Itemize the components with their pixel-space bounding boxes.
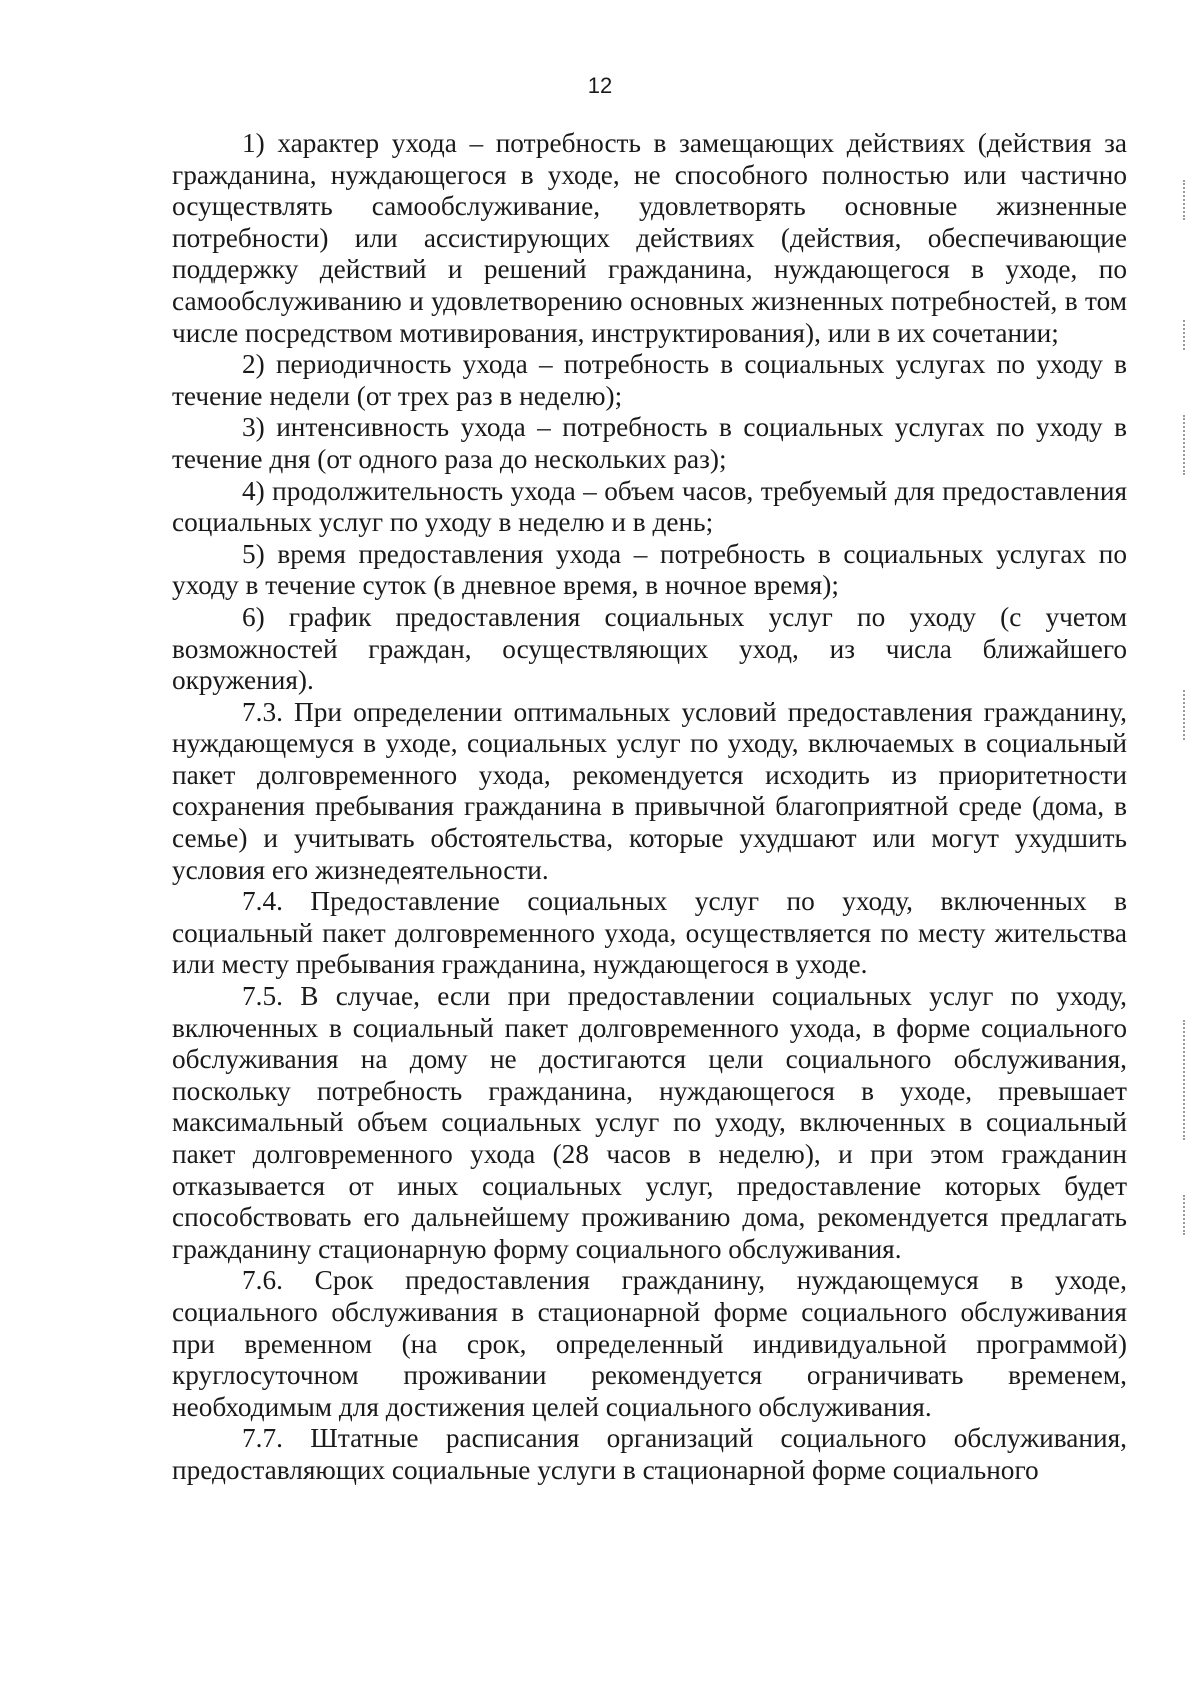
paragraph-item-4-care-duration: 4) продолжительность ухода – объем часов, требуемый для предоставления социальных услуг по уходу в неделю и в день;	[172, 475, 1127, 538]
paragraph-section-7-4: 7.4. Предоставление социальных услуг по уходу, включенных в социальный пакет долговременного ухода, осуществляется по месту жительства или месту пребывания гражданина, нуждающегося в уходе.	[172, 886, 1127, 980]
paragraph-section-7-3: 7.3. При определении оптимальных условий предоставления гражданину, нуждающемуся в уходе, социальных услуг по уходу, включаемых в социальный пакет долговременного ухода, рекомендуется исходить из приоритетности сохранения пребывания гражданина в привычной благоприятной среде (дома, в семье) и учитывать обстоятельства, которые ухудшают или могут ухудшить условия его жизнедеятельности.	[172, 696, 1127, 885]
scan-mark	[1183, 180, 1187, 220]
scan-mark	[1183, 690, 1187, 740]
paragraph-section-7-5: 7.5. В случае, если при предоставлении социальных услуг по уходу, включенных в социальный пакет долговременного ухода, в форме социального обслуживания на дому не достигаются цели социального обслуживания, поскольку потребность гражданина, нуждающегося в уходе, превышает максимальный объем социальных услуг по уходу, включенных в социальный пакет долговременного ухода (28 часов в неделю), и при этом гражданин отказывается от иных социальных услуг, предоставление которых будет способствовать его дальнейшему проживанию дома, рекомендуется предлагать гражданину стационарную форму социального обслуживания.	[172, 981, 1127, 1264]
paragraph-item-1-care-nature: 1) характер ухода – потребность в замещающих действиях (действия за гражданина, нуждающегося в уходе, не способного полностью или частично осуществлять самообслуживание, удовлетворять основные жизненные потребности) или ассистирующих действиях (действия, обеспечивающие поддержку действий и решений гражданина, нуждающегося в уходе, по самообслуживанию и удовлетворению основных жизненных потребностей, в том числе посредством мотивирования, инструктирования), или в их сочетании;	[172, 128, 1127, 348]
page-number: 12	[587, 73, 613, 98]
paragraph-item-3-care-intensity: 3) интенсивность ухода – потребность в социальных услугах по уходу в течение дня (от одного раза до нескольких раз);	[172, 412, 1127, 474]
scan-mark	[1183, 320, 1187, 350]
paragraph-section-7-6: 7.6. Срок предоставления гражданину, нуждающемуся в уходе, социального обслуживания в стационарной форме социального обслуживания при временном (на срок, определенный индивидуальной программой) круглосуточном проживании рекомендуется ограничивать временем, необходимым для достижения целей социального обслуживания.	[172, 1265, 1127, 1422]
scan-mark	[1183, 1195, 1187, 1235]
paragraph-item-6-care-schedule: 6) график предоставления социальных услуг по уходу (с учетом возможностей граждан, осуществляющих уход, из числа ближайшего окружения).	[172, 601, 1127, 696]
scan-mark	[1183, 1020, 1187, 1140]
paragraph-item-2-care-periodicity: 2) периодичность ухода – потребность в социальных услугах по уходу в течение недели (от трех раз в неделю);	[172, 349, 1127, 411]
paragraph-item-5-care-time: 5) время предоставления ухода – потребность в социальных услугах по уходу в течение суток (в дневное время, в ночное время);	[172, 538, 1127, 601]
paragraph-section-7-7: 7.7. Штатные расписания организаций социального обслуживания, предоставляющих социальные услуги в стационарной форме социального	[172, 1423, 1127, 1485]
scan-mark	[1183, 415, 1187, 475]
document-body	[172, 128, 1127, 1487]
